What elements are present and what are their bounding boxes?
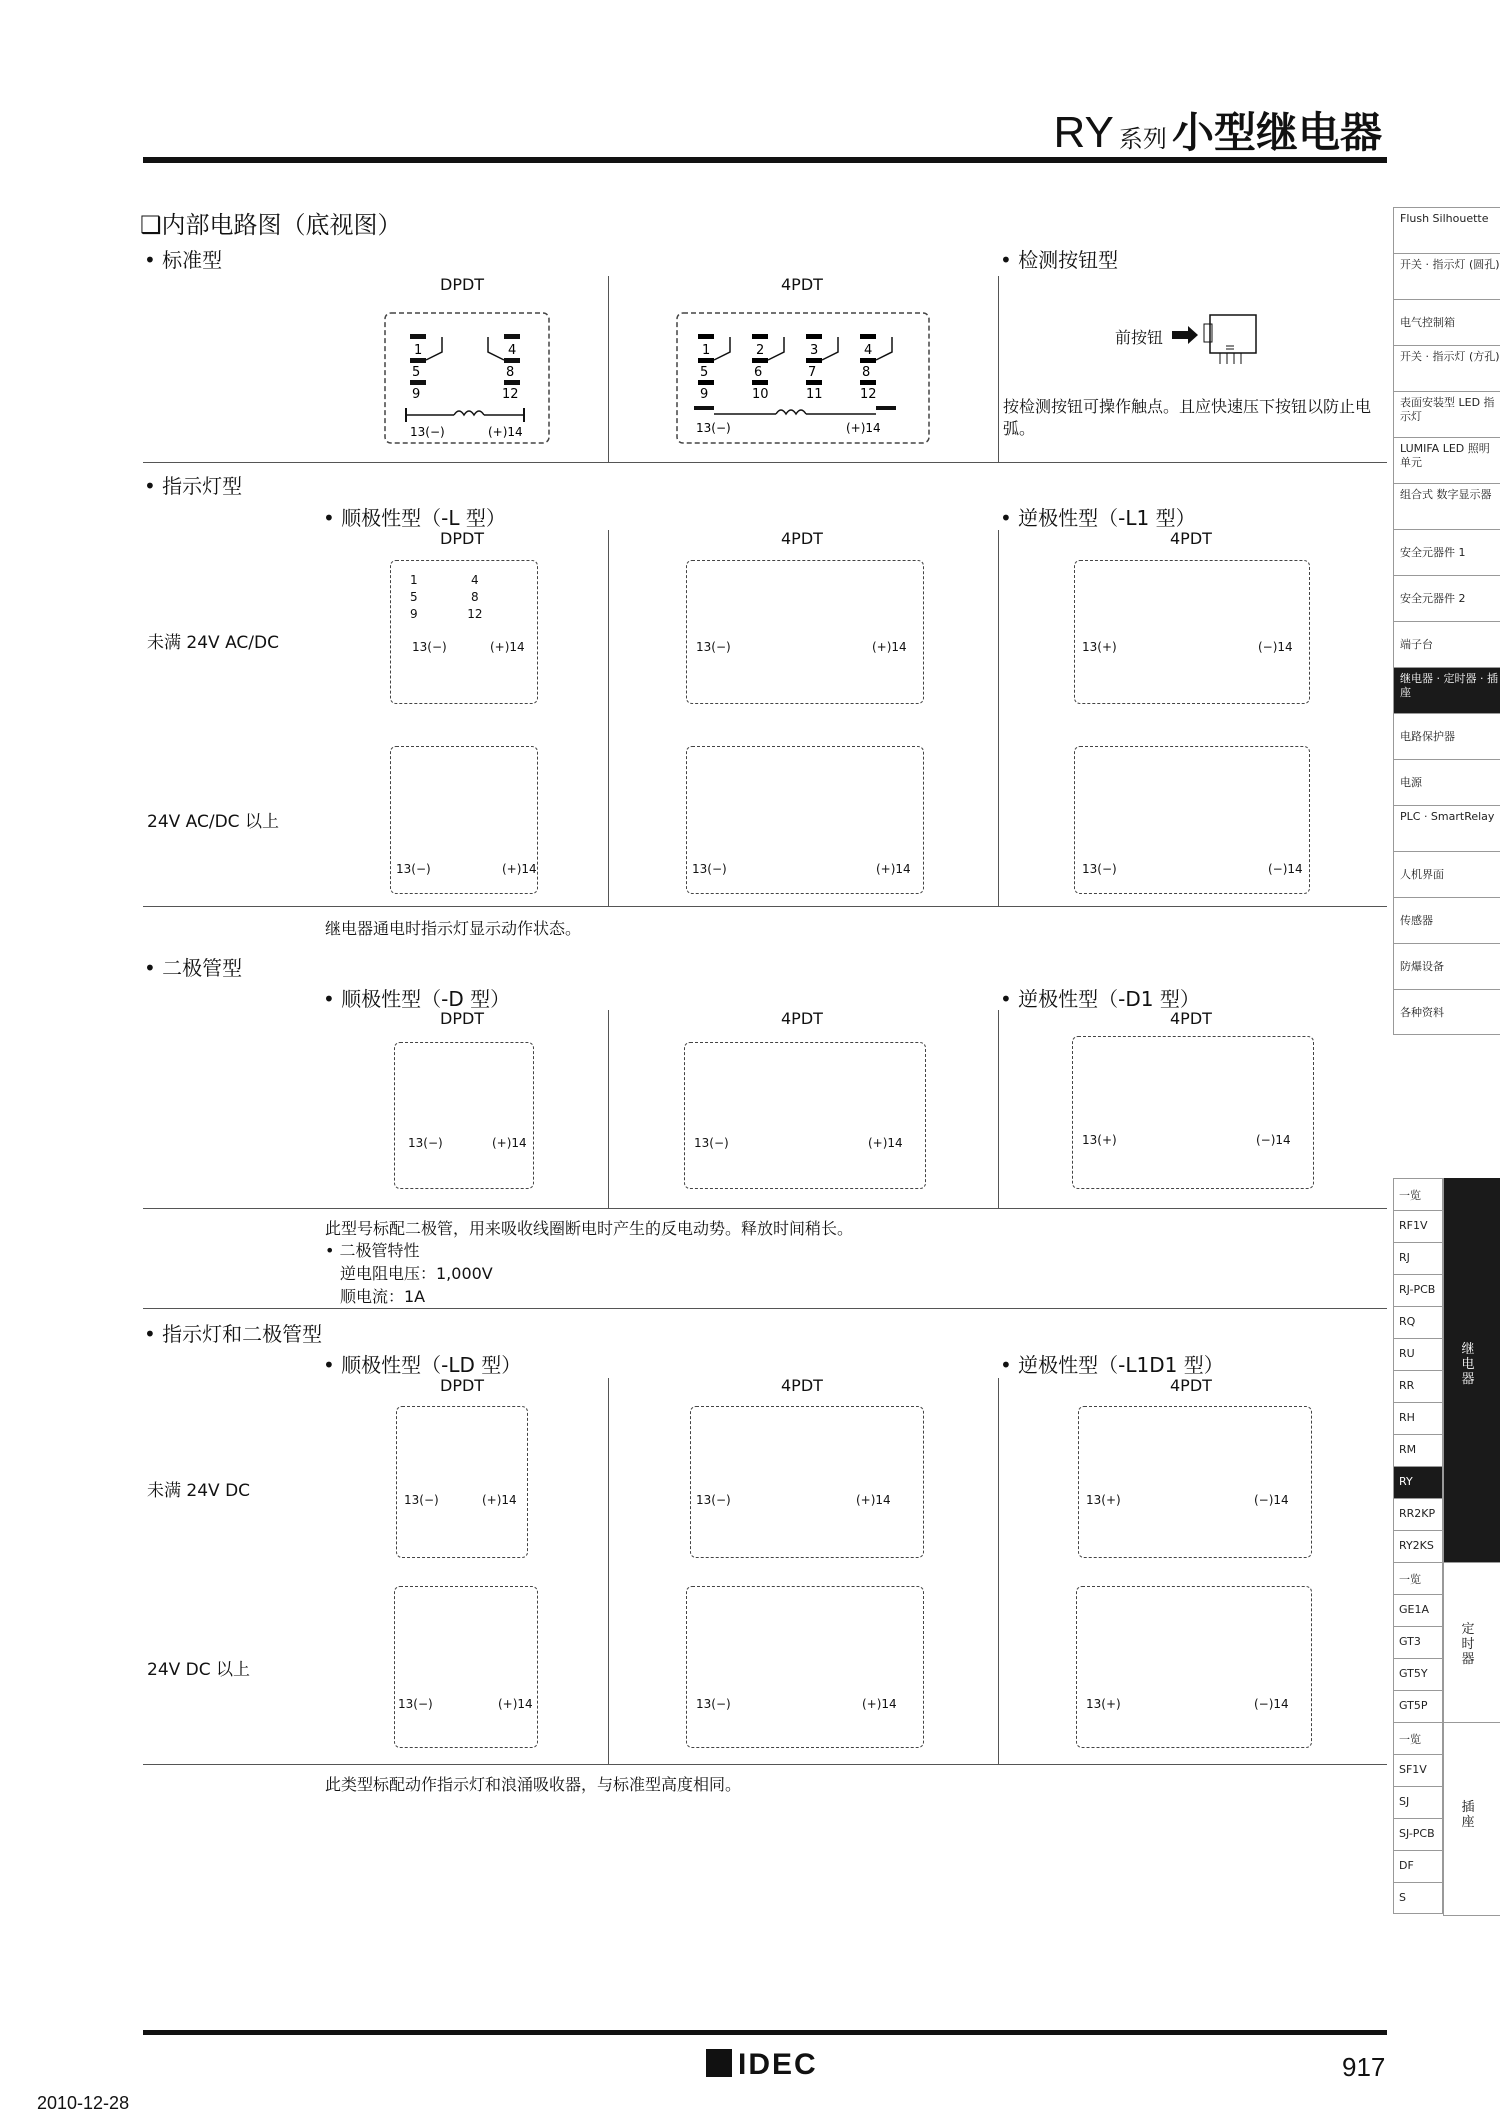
diode-4pdt-caption: 4PDT [781, 1009, 823, 1028]
divider [998, 530, 999, 906]
relay-tab-rj-pcb[interactable]: RJ-PCB [1393, 1274, 1443, 1306]
test-button-heading: • 检测按钮型 [1000, 244, 1118, 273]
timer-group-label: 定时器 [1461, 1622, 1475, 1667]
coil-label-13: 13(−) [696, 1493, 731, 1507]
coil-label-14: (+)14 [502, 862, 537, 876]
brand-logo [706, 2048, 818, 2082]
term-12: 12 [502, 387, 519, 402]
relay-tab-rh[interactable]: RH [1393, 1402, 1443, 1434]
section-divider [143, 906, 1387, 907]
indicator-reverse-heading: • 逆极性型（-L1 型） [1000, 502, 1196, 531]
socket-tab-df[interactable]: DF [1393, 1850, 1443, 1882]
coil-14: (+)14 [846, 421, 881, 435]
coil-label-13: 13(+) [1082, 640, 1117, 654]
term-8: 8 [862, 365, 871, 380]
relay-tab-rj[interactable]: RJ [1393, 1242, 1443, 1274]
diagram-l-4pdt-low [686, 560, 924, 704]
coil-label-13: 13(−) [696, 640, 731, 654]
sidebar-tab-sensor[interactable]: 传感器 [1393, 897, 1500, 943]
relay-tab-rq[interactable]: RQ [1393, 1306, 1443, 1338]
coil-label-13: 13(+) [1086, 1697, 1121, 1711]
series-word: 系列 [1118, 125, 1167, 153]
coil-label-14: (+)14 [868, 1136, 903, 1150]
sidebar-tab-flush-silhouette[interactable]: Flush Silhouette [1393, 207, 1500, 253]
logo-mark-icon [706, 2049, 732, 2077]
coil-label-14: (+)14 [492, 1136, 527, 1150]
socket-tab-sj-pcb[interactable]: SJ-PCB [1393, 1818, 1443, 1850]
term-3: 3 [810, 343, 819, 358]
test-button-relay-icon [1172, 312, 1262, 374]
divider [998, 276, 999, 462]
sidebar-tab-safety-2[interactable]: 安全元器件 2 [1393, 575, 1500, 621]
coil-label-13: 13(−) [1082, 862, 1117, 876]
coil-label-13: 13(+) [1082, 1133, 1117, 1147]
coil-label-14: (+)14 [482, 1493, 517, 1507]
diode-spec-reverse-voltage: 逆电阻电压：1,000V [340, 1264, 493, 1283]
diode-spec-title: • 二极管特性 [325, 1238, 420, 1261]
sidebar-tab-documents[interactable]: 各种资料 [1393, 989, 1500, 1035]
std-4pdt-caption: 4PDT [781, 275, 823, 294]
relay-tab-ru[interactable]: RU [1393, 1338, 1443, 1370]
timer-tab-overview[interactable]: 一览 [1393, 1562, 1443, 1594]
diagram-d1-4pdt [1072, 1036, 1314, 1189]
coil-label-14: (+)14 [498, 1697, 533, 1711]
divider [998, 1378, 999, 1764]
term-6: 6 [754, 365, 763, 380]
sidebar-tab-digital-display[interactable]: 组合式 数字显示器 [1393, 483, 1500, 529]
sidebar-tab-switch-square[interactable]: 开关 · 指示灯 (方孔) [1393, 345, 1500, 391]
divider [608, 276, 609, 462]
section-divider [143, 1308, 1387, 1309]
term-11: 11 [806, 387, 823, 402]
ld-4pdt-caption: 4PDT [781, 1376, 823, 1395]
diagram-ld-dpdt-high [394, 1586, 538, 1748]
coil-label-14: (−)14 [1254, 1493, 1289, 1507]
coil-label-13: 13(+) [1086, 1493, 1121, 1507]
page-number: 917 [1342, 2052, 1386, 2082]
ld-rev-4pdt-caption: 4PDT [1170, 1376, 1212, 1395]
relay-tab-rf1v[interactable]: RF1V [1393, 1210, 1443, 1242]
coil-label-13: 13(−) [404, 1493, 439, 1507]
diode-reverse-heading: • 逆极性型（-D1 型） [1000, 983, 1200, 1012]
coil-label-13: 13(−) [408, 1136, 443, 1150]
coil-label-13: 13(−) [396, 862, 431, 876]
diagram-terminals: 1 4 5 8 9 12 [410, 573, 483, 621]
sidebar-tab-hmi[interactable]: 人机界面 [1393, 851, 1500, 897]
divider [608, 1378, 609, 1764]
diode-forward-heading: • 顺极性型（-D 型） [323, 983, 510, 1012]
ind-rev-4pdt-caption: 4PDT [1170, 529, 1212, 548]
timer-tab-gt5p[interactable]: GT5P [1393, 1690, 1443, 1722]
coil-label-14: (−)14 [1258, 640, 1293, 654]
socket-tab-sj[interactable]: SJ [1393, 1786, 1443, 1818]
socket-tab-s[interactable]: S [1393, 1882, 1443, 1914]
section-divider [143, 1208, 1387, 1209]
series-code: RY [1053, 108, 1114, 157]
term-5: 5 [700, 365, 709, 380]
term-9: 9 [412, 387, 421, 402]
sidebar-tab-relay-timer-socket[interactable]: 继电器 · 定时器 · 插座 [1393, 667, 1500, 713]
relay-tab-rr2kp[interactable]: RR2KP [1393, 1498, 1443, 1530]
front-button-label: 前按钮 [1115, 328, 1164, 347]
print-date: 2010-12-28 [37, 2093, 130, 2113]
coil-label-14: (−)14 [1256, 1133, 1291, 1147]
diode-heading: • 二极管型 [144, 952, 242, 981]
term-9: 9 [700, 387, 709, 402]
sidebar-tab-circuit-protector[interactable]: 电路保护器 [1393, 713, 1500, 759]
product-title: 小型继电器 [1171, 108, 1382, 157]
coil-14: (+)14 [488, 425, 523, 439]
diode-dpdt-caption: DPDT [440, 1009, 485, 1028]
test-button-note: 按检测按钮可操作触点。且应快速压下按钮以防止电弧。 [1003, 397, 1372, 438]
diagram-standard-dpdt [384, 312, 550, 444]
coil-label-13: 13(−) [694, 1136, 729, 1150]
brand-name: IDEC [738, 2048, 818, 2081]
coil-label-14: (+)14 [490, 640, 525, 654]
timer-tab-ge1a[interactable]: GE1A [1393, 1594, 1443, 1626]
diagram-ld-4pdt-high [686, 1586, 924, 1748]
row-label-lt24-acdc: 未满 24V AC/DC [147, 633, 279, 653]
sidebar-tab-switch-round[interactable]: 开关 · 指示灯 (圆孔) [1393, 253, 1500, 299]
ind-4pdt-caption: 4PDT [781, 529, 823, 548]
indicator-diode-forward-heading: • 顺极性型（-LD 型） [323, 1349, 521, 1378]
diagram-ld-dpdt-low [396, 1406, 528, 1558]
socket-group-label: 插座 [1461, 1800, 1475, 1830]
divider [998, 1010, 999, 1208]
relay-group-label: 继电器 [1461, 1342, 1475, 1387]
term-8: 8 [506, 365, 515, 380]
coil-label-14: (+)14 [872, 640, 907, 654]
divider [608, 530, 609, 906]
coil-label-13: 13(−) [696, 1697, 731, 1711]
sidebar-tab-power-supply[interactable]: 电源 [1393, 759, 1500, 805]
sidebar-tab-surface-led[interactable]: 表面安装型 LED 指示灯 [1393, 391, 1500, 437]
series-title [1053, 100, 1382, 160]
coil-label-14: (−)14 [1254, 1697, 1289, 1711]
timer-tab-gt5y[interactable]: GT5Y [1393, 1658, 1443, 1690]
row-label-ge24-dc: 24V DC 以上 [147, 1660, 251, 1680]
diagram-l1d1-4pdt-low [1078, 1406, 1312, 1558]
coil-13: 13(−) [410, 425, 445, 439]
section-divider [143, 1764, 1387, 1765]
term-10: 10 [752, 387, 769, 402]
indicator-note: 继电器通电时指示灯显示动作状态。 [325, 919, 582, 938]
indicator-diode-reverse-heading: • 逆极性型（-L1D1 型） [1000, 1349, 1224, 1378]
diagram-d-dpdt [394, 1042, 534, 1189]
term-7: 7 [808, 365, 817, 380]
indicator-diode-note: 此类型标配动作指示灯和浪涌吸收器，与标准型高度相同。 [325, 1775, 742, 1794]
indicator-forward-heading: • 顺极性型（-L 型） [323, 502, 506, 531]
relay-tab-ry[interactable]: RY [1393, 1466, 1443, 1498]
indicator-diode-heading: • 指示灯和二极管型 [144, 1318, 322, 1347]
relay-tab-overview[interactable]: 一览 [1393, 1178, 1443, 1210]
coil-label-13: 13(−) [398, 1697, 433, 1711]
socket-tab-overview[interactable]: 一览 [1393, 1722, 1443, 1754]
coil-label-14: (+)14 [876, 862, 911, 876]
diode-spec-forward-current: 顺电流：1A [340, 1287, 426, 1306]
section-title: ❑内部电路图（底视图） [140, 211, 402, 239]
socket-tab-sf1v[interactable]: SF1V [1393, 1754, 1443, 1786]
diagram-l1d1-4pdt-high [1076, 1586, 1312, 1748]
ld-dpdt-caption: DPDT [440, 1376, 485, 1395]
diagram-ld-4pdt-low [690, 1406, 924, 1558]
term-5: 5 [412, 365, 421, 380]
coil-label-13: 13(−) [412, 640, 447, 654]
diode-rev-4pdt-caption: 4PDT [1170, 1009, 1212, 1028]
term-4: 4 [864, 343, 873, 358]
timer-tab-gt3[interactable]: GT3 [1393, 1626, 1443, 1658]
standard-heading: • 标准型 [144, 244, 222, 273]
coil-label-13: 13(−) [692, 862, 727, 876]
coil-label-14: (−)14 [1268, 862, 1303, 876]
section-divider [143, 462, 1387, 463]
divider [608, 1010, 609, 1208]
relay-tab-rm[interactable]: RM [1393, 1434, 1443, 1466]
term-12: 12 [860, 387, 877, 402]
ind-dpdt-caption: DPDT [440, 529, 485, 548]
row-label-ge24-acdc: 24V AC/DC 以上 [147, 812, 279, 832]
sidebar-tab-lumifa[interactable]: LUMIFA LED 照明单元 [1393, 437, 1500, 483]
sidebar-tab-plc[interactable]: PLC · SmartRelay [1393, 805, 1500, 851]
sidebar-tab-terminal-block[interactable]: 端子台 [1393, 621, 1500, 667]
sidebar-tab-safety-1[interactable]: 安全元器件 1 [1393, 529, 1500, 575]
diagram-standard-4pdt [676, 312, 930, 444]
relay-tab-ry2ks[interactable]: RY2KS [1393, 1530, 1443, 1562]
term-1: 1 [702, 343, 711, 358]
sidebar-tab-control-box[interactable]: 电气控制箱 [1393, 299, 1500, 345]
coil-label-14: (+)14 [856, 1493, 891, 1507]
footer-rule [143, 2030, 1387, 2035]
term-1: 1 [414, 343, 423, 358]
std-dpdt-caption: DPDT [440, 275, 485, 294]
row-label-lt24-dc: 未满 24V DC [147, 1481, 251, 1501]
indicator-heading: • 指示灯型 [144, 470, 242, 499]
term-2: 2 [756, 343, 765, 358]
relay-tab-rr[interactable]: RR [1393, 1370, 1443, 1402]
diode-note: 此型号标配二极管，用来吸收线圈断电时产生的反电动势。释放时间稍长。 [325, 1219, 854, 1238]
coil-13: 13(−) [696, 421, 731, 435]
sidebar-tab-explosion-proof[interactable]: 防爆设备 [1393, 943, 1500, 989]
coil-label-14: (+)14 [862, 1697, 897, 1711]
term-4: 4 [508, 343, 517, 358]
header-rule [143, 157, 1387, 163]
diagram-d-4pdt [684, 1042, 926, 1189]
diagram-l1-4pdt-low [1074, 560, 1310, 704]
